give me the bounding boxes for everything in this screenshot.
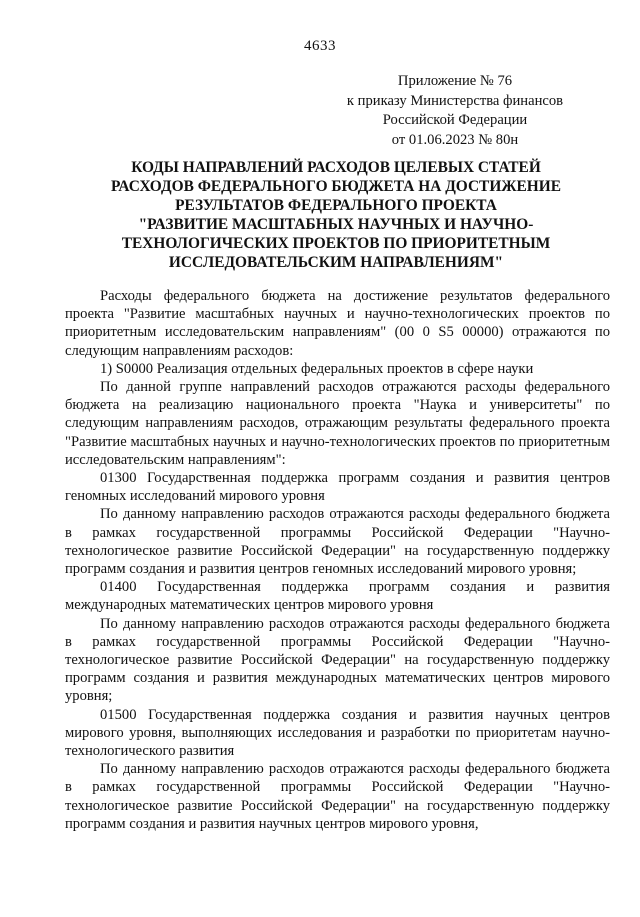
appendix-block	[300, 72, 610, 150]
title-line: "РАЗВИТИЕ МАСШТАБНЫХ НАУЧНЫХ И НАУЧНО-	[138, 216, 534, 233]
title-line: КОДЫ НАПРАВЛЕНИЙ РАСХОДОВ ЦЕЛЕВЫХ СТАТЕЙ	[131, 159, 541, 176]
page-number: 4633	[304, 38, 336, 54]
appendix-line: Российской Федерации	[382, 112, 528, 128]
paragraph: Расходы федерального бюджета на достижение результатов федерального проекта "Развитие масштабных научных и научно-технологических проектов по приоритетным исследовательским направлениям" (00 0 S5 00000) отражаются по следующим направлениям расходов:	[65, 288, 610, 359]
paragraph: По данному направлению расходов отражаются расходы федерального бюджета в рамках государственной программы Российской Федерации "Научно-технологическое развитие Российской Федерации" на государственную поддержку программ создания и развития научных центров мирового уровня,	[65, 761, 610, 832]
paragraph: По данной группе направлений расходов отражаются расходы федерального бюджета на реализацию национального проекта "Наука и университеты" по следующим направлениям расходов, отражающим результаты федерального проекта "Развитие масштабных научных и научно-технологических проектов по приоритетным исследовательским направлениям":	[65, 379, 610, 468]
title-line: РАСХОДОВ ФЕДЕРАЛЬНОГО БЮДЖЕТА НА ДОСТИЖЕНИЕ	[110, 178, 561, 195]
appendix-line: к приказу Министерства финансов	[346, 92, 564, 109]
document-body	[65, 287, 610, 833]
title-line: РЕЗУЛЬТАТОВ ФЕДЕРАЛЬНОГО ПРОЕКТА	[175, 197, 497, 214]
appendix-line: Приложение № 76	[397, 73, 513, 89]
paragraph: 1) S0000 Реализация отдельных федеральных проектов в сфере науки	[100, 360, 534, 377]
appendix-line: от 01.06.2023 № 80н	[391, 131, 519, 148]
paragraph: 01400 Государственная поддержка программ создания и развития международных математических центров мирового уровня	[65, 579, 610, 614]
title-line: ИССЛЕДОВАТЕЛЬСКИМ НАПРАВЛЕНИЯМ"	[168, 254, 504, 271]
paragraph: 01500 Государственная поддержка создания и развития научных центров мирового уровня, выполняющих исследования и разработки по приоритетам научно-технологического развития	[65, 706, 610, 760]
paragraph: 01300 Государственная поддержка программ создания и развития центров геномных исследований мирового уровня	[65, 470, 610, 505]
paragraph: По данному направлению расходов отражаются расходы федерального бюджета в рамках государственной программы Российской Федерации "Научно-технологическое развитие Российской Федерации" на государственную поддержку программ создания и развития международных математических центров мирового уровня;	[65, 615, 610, 705]
document-title	[60, 158, 612, 272]
paragraph: По данному направлению расходов отражаются расходы федерального бюджета в рамках государственной программы Российской Федерации "Научно-технологическое развитие Российской Федерации" на государственную поддержку программ создания и развития центров геномных исследований мирового уровня;	[65, 506, 610, 578]
title-line: ТЕХНОЛОГИЧЕСКИХ ПРОЕКТОВ ПО ПРИОРИТЕТНЫМ	[121, 235, 551, 252]
